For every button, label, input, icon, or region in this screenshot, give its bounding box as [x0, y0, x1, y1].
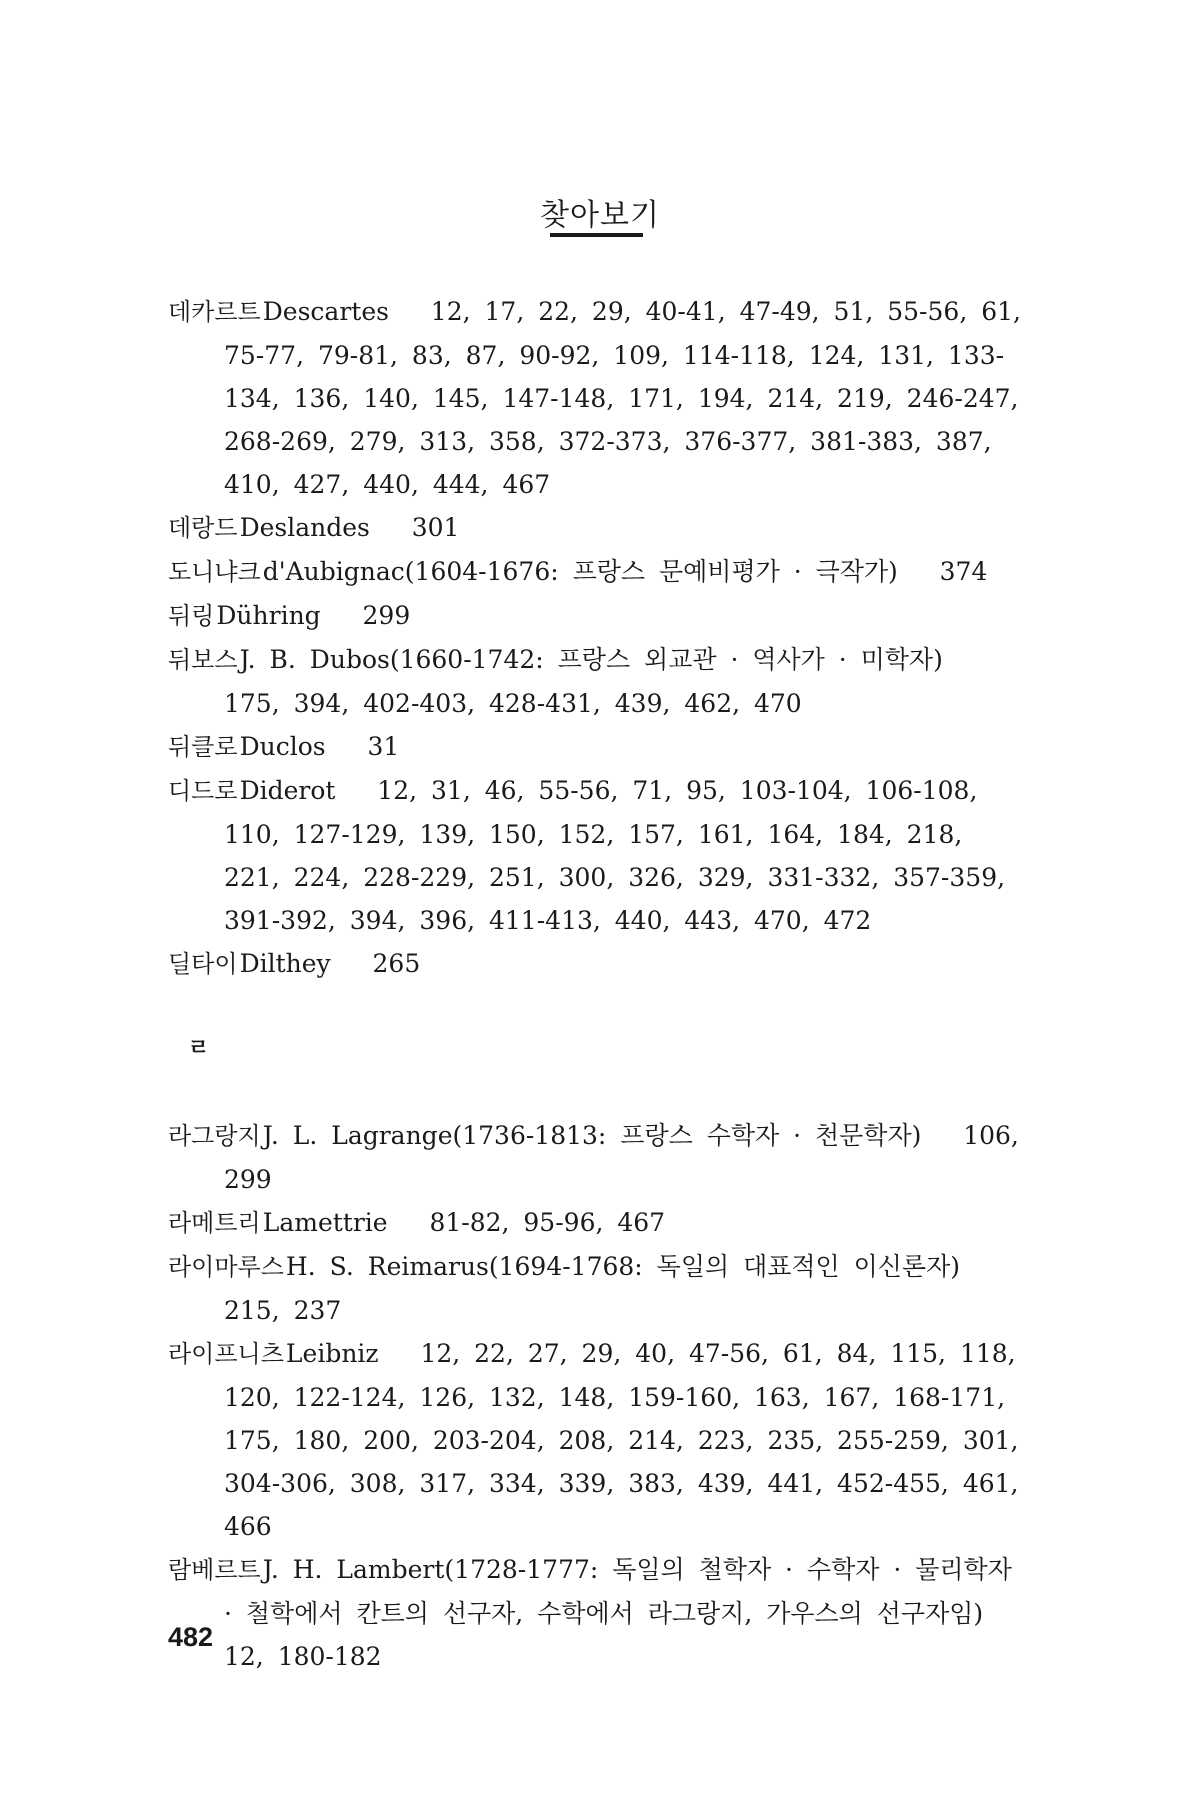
- entry-term-original: J. B. Dubos(1660-1742: 프랑스 외교관 · 역사가 · 미학자): [239, 645, 943, 674]
- entry-term-korean: 라메트리: [168, 1209, 261, 1237]
- entry-term-korean: 뒤클로: [168, 733, 238, 761]
- entry-page-refs: 301: [411, 513, 460, 542]
- entry-term-korean: 데랑드: [168, 514, 238, 542]
- entry-term-original: d'Aubignac(1604-1676: 프랑스 문예비평가 · 극작가): [262, 557, 898, 586]
- entry-term-korean: 뒤보스: [168, 646, 238, 674]
- index-entry: [168, 769, 1028, 942]
- entry-term-korean: 딜타이: [168, 950, 238, 978]
- index-entry: [168, 290, 1028, 506]
- entry-page-refs: 265: [372, 949, 421, 978]
- entry-term-original: Diderot: [239, 776, 336, 805]
- entry-term-original: Lamettrie: [262, 1208, 388, 1237]
- entry-page-refs: 12, 17, 22, 29, 40-41, 47-49, 51, 55-56, 61, 75-77, 79-81, 83, 87, 90-92, 109, 114-118, 124, 131, 133-134, 136, 140, 145, 147-148, 171, 194, 214, 219, 246-247, 268-269, 279, 313, 358, 372-373, 376-377, 381-383, 387, 410, 427, 440, 444, 467: [224, 297, 1021, 499]
- entry-page-refs: 215, 237: [224, 1296, 342, 1325]
- entry-term-korean: 라이마루스: [168, 1253, 284, 1281]
- index-entry: [168, 638, 1028, 725]
- entry-page-refs: 31: [367, 732, 400, 761]
- index-entry: [168, 1114, 1028, 1201]
- index-entry: [168, 942, 1028, 986]
- index-entry: [168, 1201, 1028, 1245]
- entry-term-original: Dühring: [216, 601, 321, 630]
- entry-term-original: Deslandes: [239, 513, 370, 542]
- index-entry: [168, 506, 1028, 550]
- page-number: 482: [168, 1622, 214, 1652]
- index-entry: [168, 550, 1028, 594]
- entry-term-original: H. S. Reimarus(1694-1768: 독일의 대표적인 이신론자): [285, 1252, 960, 1281]
- entry-term-korean: 라그랑지: [168, 1122, 261, 1150]
- index-list-d: [168, 290, 1028, 986]
- entry-term-korean: 디드로: [168, 777, 238, 805]
- entry-page-refs: 299: [362, 601, 411, 630]
- index-entry: [168, 725, 1028, 769]
- entry-term-korean: 라이프니츠: [168, 1340, 284, 1368]
- entry-term-original: Duclos: [239, 732, 326, 761]
- entry-page-refs: 106, 299: [224, 1121, 1019, 1194]
- entry-term-original: J. H. Lambert(1728-1777: 독일의 철학자 · 수학자 · 물리학자 · 철학에서 칸트의 선구자, 수학에서 라그랑지, 가우스의 선구자임): [224, 1555, 1012, 1628]
- title-underline: [550, 233, 643, 237]
- section-letter: ㄹ: [188, 1036, 210, 1061]
- entry-term-korean: 람베르트: [168, 1556, 261, 1584]
- entry-term-original: Descartes: [262, 297, 389, 326]
- entry-term-korean: 도니냐크: [168, 558, 261, 586]
- entry-term-original: Leibniz: [285, 1339, 379, 1368]
- entry-term-original: Dilthey: [239, 949, 331, 978]
- index-entry: [168, 594, 1028, 638]
- entry-term-korean: 뒤링: [168, 602, 215, 630]
- entry-page-refs: 12, 180-182: [224, 1642, 382, 1671]
- entry-page-refs: 374: [939, 557, 988, 586]
- entry-page-refs: 12, 31, 46, 55-56, 71, 95, 103-104, 106-108, 110, 127-129, 139, 150, 152, 157, 161, 164, 184, 218, 221, 224, 228-229, 251, 300, 326, 329, 331-332, 357-359, 391-392, 394, 396, 411-413, 440, 443, 470, 472: [224, 776, 1006, 935]
- page-title: 찾아보기: [540, 198, 660, 233]
- entry-term-korean: 데카르트: [168, 298, 261, 326]
- entry-page-refs: 12, 22, 27, 29, 40, 47-56, 61, 84, 115, 118, 120, 122-124, 126, 132, 148, 159-160, 163, 167, 168-171, 175, 180, 200, 203-204, 208, 214, 223, 235, 255-259, 301, 304-306, 308, 317, 334, 339, 383, 439, 441, 452-455, 461, 466: [224, 1339, 1019, 1541]
- entry-term-original: J. L. Lagrange(1736-1813: 프랑스 수학자 · 천문학자): [262, 1121, 922, 1150]
- index-entry: [168, 1332, 1028, 1548]
- entry-page-refs: 175, 394, 402-403, 428-431, 439, 462, 470: [224, 689, 802, 718]
- entry-page-refs: 81-82, 95-96, 467: [429, 1208, 666, 1237]
- index-entry: [168, 1245, 1028, 1332]
- index-entry: [168, 1548, 1028, 1678]
- index-list-r: [168, 1114, 1028, 1678]
